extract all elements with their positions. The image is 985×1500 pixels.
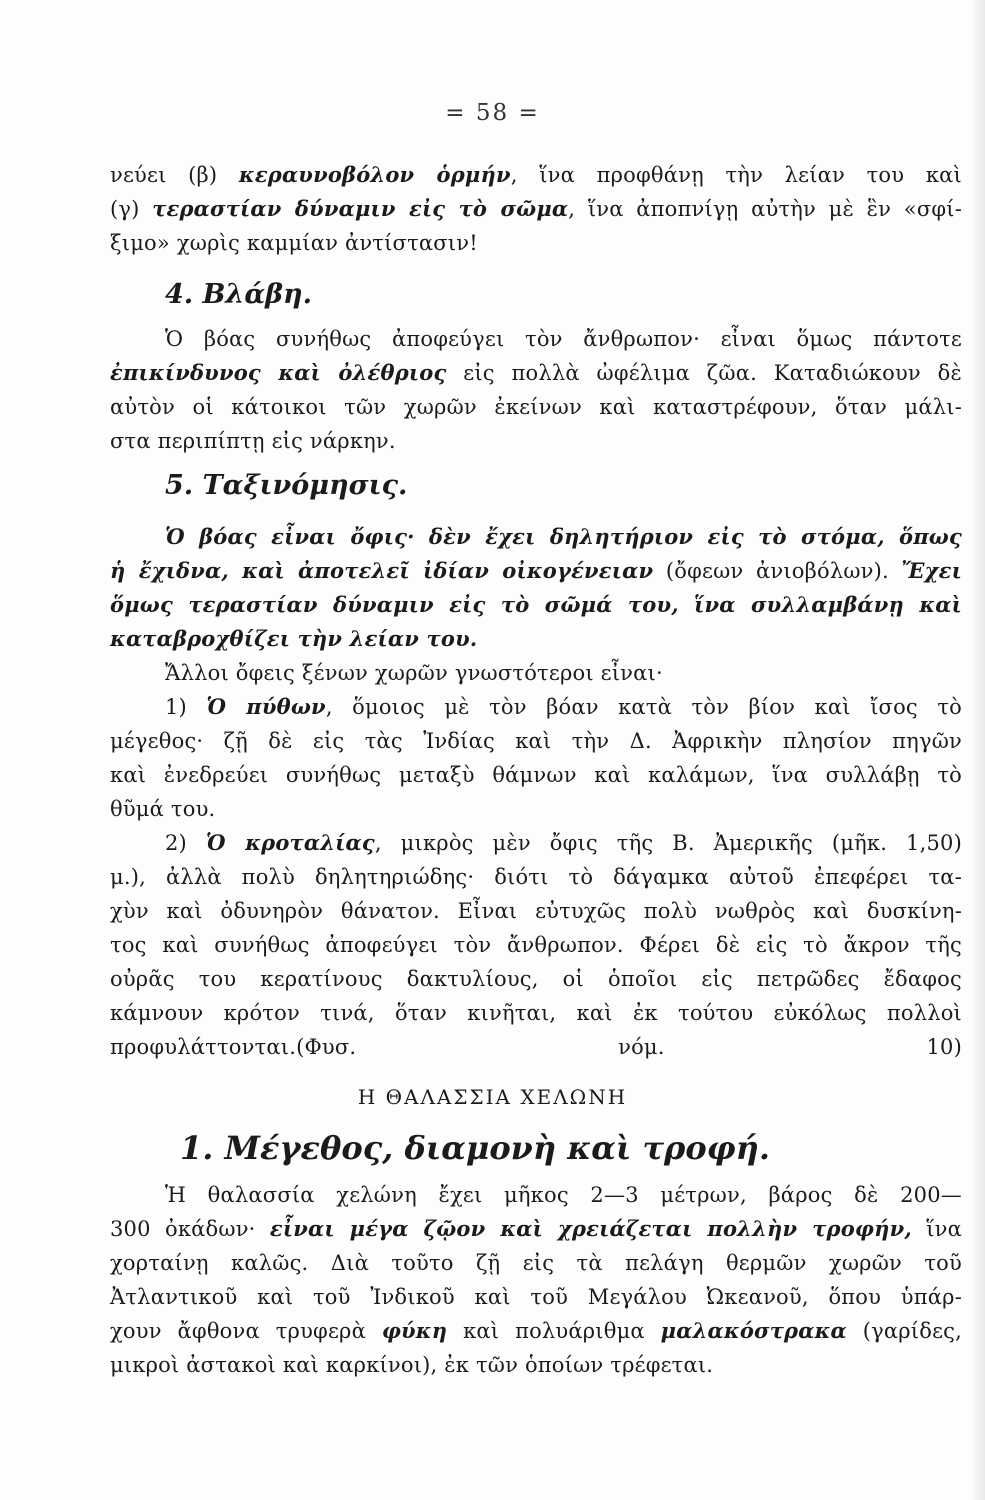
- text-line: 300 ὀκάδων· εἶναι μέγα ζῷον καὶ χρειάζεται πολλὴν τροφήν, ἵνα: [110, 1216, 962, 1241]
- text-line: ξιμο» χωρὶς καμμίαν ἀντίστασιν!: [110, 231, 478, 255]
- text-line: κάμνουν κρότον τινά, ὅταν κινῆται, καὶ ἐκ τούτου εὐκόλως πολλοὶ: [110, 1001, 962, 1025]
- text-line: στα περιπίπτῃ εἰς νάρκην.: [110, 429, 396, 453]
- text-line: χορταίνῃ καλῶς. Διὰ τοῦτο ζῇ εἰς τὰ πελάγη θερμῶν χωρῶν τοῦ: [110, 1251, 962, 1275]
- section-heading: 4. Βλάβη.: [165, 279, 313, 310]
- section-heading: 5. Ταξινόμησις.: [165, 470, 408, 501]
- text-line: (γ) τεραστίαν δύναμιν εἰς τὸ σῶμα, ἵνα ἀποπνίγῃ αὐτὴν μὲ ἓν «σφί-: [110, 196, 962, 221]
- text-line: 2) Ὁ κροταλίας, μικρὸς μὲν ὄφις τῆς Β. Ἀμερικῆς (μῆκ. 1,50): [165, 830, 962, 855]
- text-line: μέγεθος· ζῇ δὲ εἰς τὰς Ἰνδίας καὶ τὴν Δ. Ἀφρικὴν πλησίον πηγῶν: [110, 729, 962, 753]
- text-line: ἡ ἔχιδνα, καὶ ἀποτελεῖ ἰδίαν οἰκογένειαν (ὄφεων ἀνιοβόλων). Ἔχει: [110, 558, 962, 583]
- page-number: = 58 =: [445, 100, 540, 126]
- text-line: ἐπικίνδυνος καὶ ὀλέθριος εἰς πολλὰ ὠφέλιμα ζῶα. Καταδιώκουν δὲ: [110, 360, 962, 385]
- scan-edge-shadow: [971, 0, 985, 1500]
- text-line: ὅμως τεραστίαν δύναμιν εἰς τὸ σῶμά του, ἵνα συλλαμβάνῃ καὶ: [110, 592, 962, 617]
- text-line: καὶ ἐνεδρεύει συνήθως μεταξὺ θάμνων καὶ καλάμων, ἵνα συλλάβῃ τὸ: [110, 763, 962, 787]
- text-line: Ὁ βόας εἶναι ὄφις· δὲν ἔχει δηλητήριον εἰς τὸ στόμα, ὅπως: [165, 524, 962, 549]
- text-line: 1) Ὁ πύθων, ὅμοιος μὲ τὸν βόαν κατὰ τὸν βίον καὶ ἴσος τὸ: [165, 694, 962, 719]
- text-line: θῦμά του.: [110, 797, 216, 821]
- text-line: αὐτὸν οἱ κάτοικοι τῶν χωρῶν ἐκείνων καὶ καταστρέφουν, ὅταν μάλι-: [110, 395, 962, 419]
- text-line: Ἡ θαλασσία χελώνη ἔχει μῆκος 2—3 μέτρων, βάρος δὲ 200—: [165, 1183, 962, 1207]
- chapter-heading: 1. Μέγεθος, διαμονὴ καὶ τροφή.: [180, 1129, 771, 1167]
- text-line: προφυλάττονται.(Φυσ. νόμ. 10): [110, 1035, 962, 1059]
- chapter-title: Η ΘΑΛΑΣΣΙΑ ΧΕΛΩΝΗ: [357, 1085, 628, 1109]
- text-line: τος καὶ συνήθως ἀποφεύγει τὸν ἄνθρωπον. Φέρει δὲ εἰς τὸ ἄκρον τῆς: [110, 933, 962, 957]
- text-line: Ὁ βόας συνήθως ἀποφεύγει τὸν ἄνθρωπον· εἶναι ὅμως πάντοτε: [165, 327, 962, 351]
- text-line: Ἀτλαντικοῦ καὶ τοῦ Ἰνδικοῦ καὶ τοῦ Μεγάλου Ὠκεανοῦ, ὅπου ὑπάρ-: [110, 1285, 962, 1309]
- text-line: Ἄλλοι ὄφεις ξένων χωρῶν γνωστότεροι εἶναι·: [165, 661, 663, 685]
- text-line: μικροὶ ἀστακοὶ καὶ καρκίνοι), ἐκ τῶν ὁποίων τρέφεται.: [110, 1353, 714, 1377]
- text-line: οὐρᾶς του κερατίνους δακτυλίους, οἱ ὁποῖοι εἰς πετρῶδες ἔδαφος: [110, 967, 962, 991]
- text-line: νεύει (β) κεραυνοβόλον ὁρμήν, ἵνα προφθάνῃ τὴν λείαν του καὶ: [110, 162, 962, 187]
- text-line: χὺν καὶ ὀδυνηρὸν θάνατον. Εἶναι εὐτυχῶς πολὺ νωθρὸς καὶ δυσκίνη-: [110, 899, 962, 923]
- text-line: μ.), ἀλλὰ πολὺ δηλητηριώδης· διότι τὸ δάγαμκα αὐτοῦ ἐπεφέρει τα-: [110, 865, 962, 889]
- text-line: καταβροχθίζει τὴν λείαν του.: [110, 626, 478, 651]
- text-line: χουν ἄφθονα τρυφερὰ φύκη καὶ πολυάριθμα μαλακόστρακα (γαρίδες,: [110, 1318, 962, 1343]
